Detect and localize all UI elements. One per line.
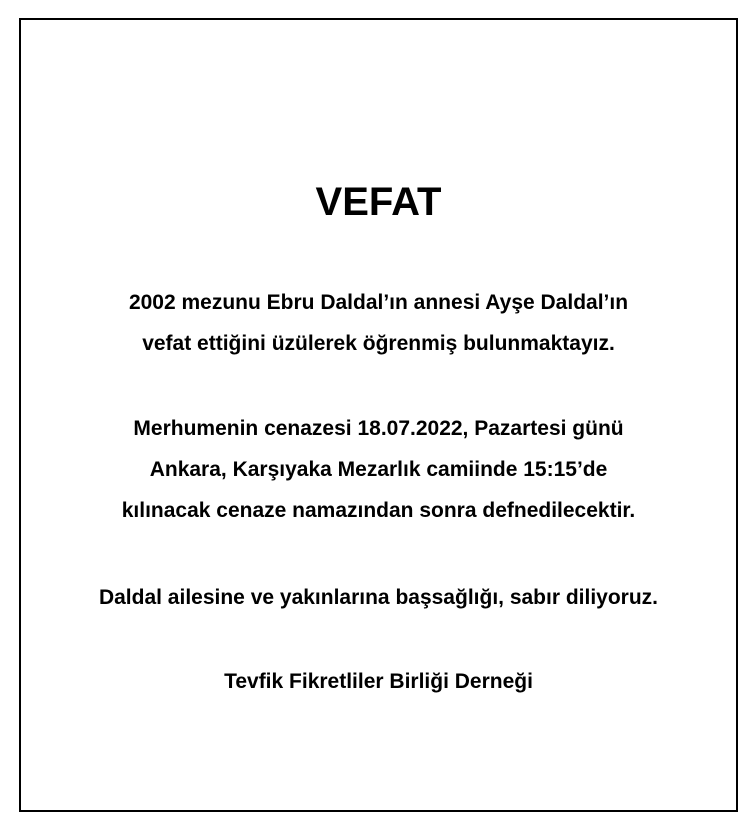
announcement-line: vefat ettiğini üzülerek öğrenmiş bulunmaktayız. xyxy=(142,332,615,355)
death-announcement-paragraph xyxy=(21,282,736,364)
funeral-line: Ankara, Karşıyaka Mezarlık camiinde 15:15’de xyxy=(149,458,608,481)
funeral-line: kılınacak cenaze namazından sonra defnedilecektir. xyxy=(121,499,636,522)
signature-line: Tevfik Fikretliler Birliği Derneği xyxy=(224,670,533,693)
funeral-details-paragraph xyxy=(21,408,736,531)
signature xyxy=(21,661,736,702)
announcement-line: 2002 mezunu Ebru Daldal’ın annesi Ayşe Daldal’ın xyxy=(128,291,629,314)
notice-title: VEFAT xyxy=(315,180,442,224)
funeral-line: Merhumenin cenazesi 18.07.2022, Pazartesi günü xyxy=(133,417,624,440)
condolence-line: Daldal ailesine ve yakınlarına başsağlığı, sabır diliyoruz. xyxy=(98,586,659,609)
notice-frame xyxy=(19,18,738,812)
condolence-paragraph xyxy=(21,577,736,618)
